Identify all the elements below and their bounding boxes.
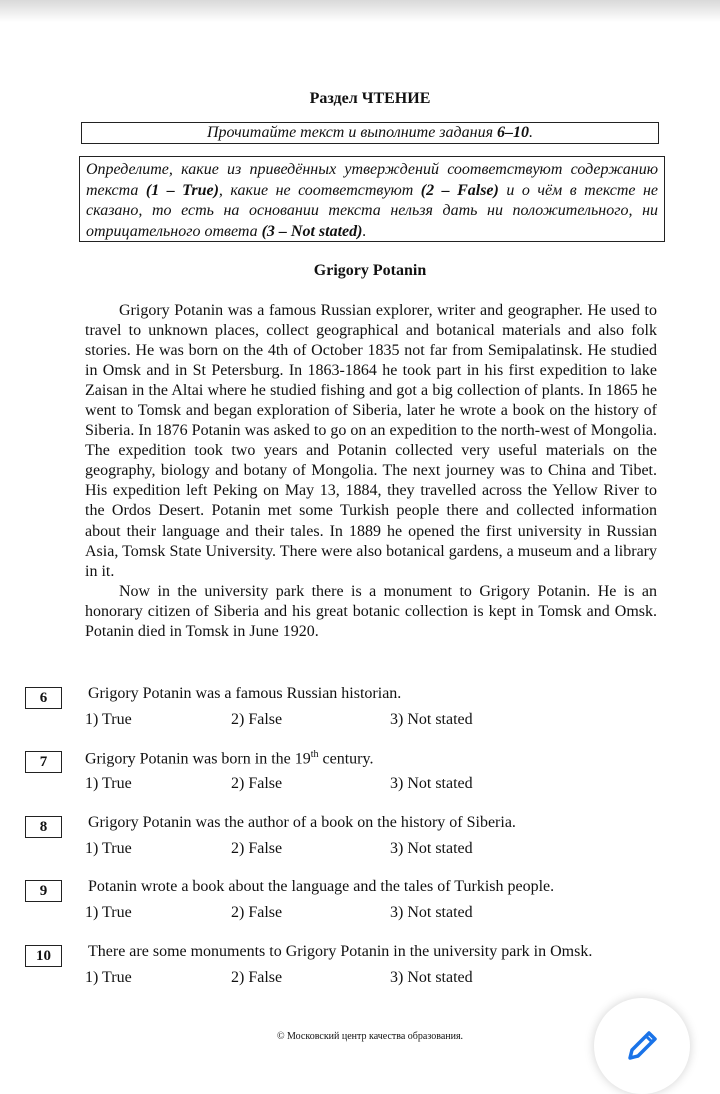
- question-number: 6: [25, 687, 62, 709]
- question-7: [0, 751, 720, 807]
- question-6: [0, 687, 720, 743]
- question-text: Potanin wrote a book about the language and the tales of Turkish people.: [88, 878, 555, 895]
- option-true: 1) True: [85, 775, 132, 792]
- reading-passage: [85, 301, 657, 642]
- text-title: Grigory Potanin: [313, 262, 427, 279]
- question-9: [0, 880, 720, 936]
- option-not-stated: 3) Not stated: [390, 969, 473, 986]
- option-true: 1) True: [85, 969, 132, 986]
- copyright-footer: © Московский центр качества образования.: [276, 1031, 464, 1042]
- page-top-shadow: [0, 0, 720, 22]
- question-text: Grigory Potanin was the author of a book on the history of Siberia.: [88, 814, 516, 831]
- question-10: [0, 945, 720, 1001]
- option-not-stated: 3) Not stated: [390, 904, 473, 921]
- question-8: [0, 816, 720, 872]
- option-false: 2) False: [231, 969, 283, 986]
- option-not-stated: 3) Not stated: [390, 775, 473, 792]
- option-false: 2) False: [231, 904, 283, 921]
- passage-paragraph-1: Grigory Potanin was a famous Russian explorer, writer and geographer. He used to travel to unknown places, collect geographical and botanical materials and also folk stories. He was born on the 4th of October 1835 not far from Semipalatinsk. He studied in Omsk and in St Petersburg. In 1863-1864 he took part in his first expedition to lake Zaisan in the Altai where he studied fishing and got a big collection of plants. In 1865 he went to Tomsk and began exploration of Siberia, later he wrote a book on the history of Siberia. In 1876 Potanin was asked to go on an expedition to the north-west of Mongolia. The expedition took two years and Potanin collected very useful materials on the geography, biology and botany of Mongolia. The next journey was to China and Tibet. His expedition left Peking on May 13, 1884, they travelled across the Yellow River to the Ordos Desert. Potanin met some Turkish people there and collected information about their language and their tales. In 1889 he opened the first university in Russian Asia, Tomsk State University. There were also botanical gardens, a museum and a library in it.: [85, 302, 657, 580]
- question-text: Grigory Potanin was a famous Russian historian.: [88, 685, 402, 702]
- question-number: 9: [25, 880, 62, 902]
- question-text: Grigory Potanin was born in the 19th century.: [85, 749, 374, 768]
- question-number: 7: [25, 751, 62, 773]
- instruction-box-2: Определите, какие из приведённых утверждений соответствуют содержанию текста (1 – True), какие не соответствуют (2 – False) и о чём в тексте не сказано, то есть на основании текста нельзя дать ни положительного, ни отрицательного ответа (3 – Not stated).: [79, 156, 665, 242]
- section-title: Раздел ЧТЕНИЕ: [309, 90, 431, 107]
- option-false: 2) False: [231, 775, 283, 792]
- option-true: 1) True: [85, 711, 132, 728]
- option-true: 1) True: [85, 904, 132, 921]
- passage-paragraph-2: Now in the university park there is a monument to Grigory Potanin. He is an honorary citizen of Siberia and his great botanic collection is kept in Tomsk and Omsk. Potanin died in Tomsk in June 1920.: [85, 582, 657, 640]
- question-number: 8: [25, 816, 62, 838]
- question-number: 10: [25, 945, 62, 967]
- option-false: 2) False: [231, 711, 283, 728]
- option-not-stated: 3) Not stated: [390, 840, 473, 857]
- question-text: There are some monuments to Grigory Potanin in the university park in Omsk.: [88, 943, 593, 960]
- instruction-box-1: Прочитайте текст и выполните задания 6–10.: [81, 122, 659, 144]
- pencil-icon: [622, 1026, 662, 1066]
- option-true: 1) True: [85, 840, 132, 857]
- option-not-stated: 3) Not stated: [390, 711, 473, 728]
- option-false: 2) False: [231, 840, 283, 857]
- edit-fab-button[interactable]: [594, 998, 690, 1094]
